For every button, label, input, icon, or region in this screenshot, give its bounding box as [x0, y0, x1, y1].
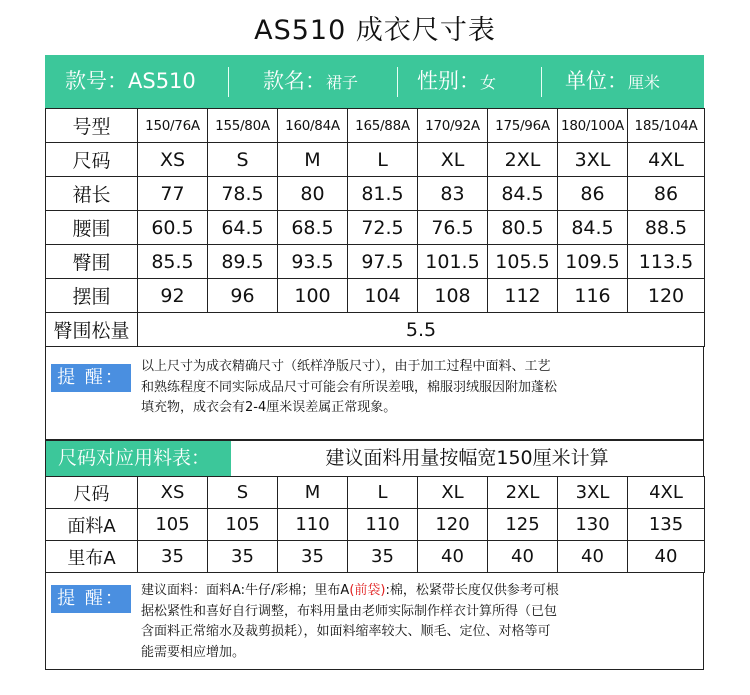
table-cell: 93.5: [278, 245, 348, 279]
page-title: AS510 成衣尺寸表: [254, 15, 496, 46]
table-cell: 3XL: [558, 477, 628, 509]
table-cell: 150/76A: [138, 109, 208, 143]
row-label: 号型: [46, 109, 138, 143]
table-cell: 76.5: [418, 211, 488, 245]
style-name-value: 裙子: [326, 73, 359, 92]
table-cell: 86: [558, 177, 628, 211]
text-segment: 建议面料：面料A:牛仔/彩棉；里布A: [141, 583, 350, 598]
row-label: 尺码: [46, 477, 138, 509]
table-cell: 112: [488, 279, 558, 313]
row-label: 裙长: [46, 177, 138, 211]
table-cell: 2XL: [488, 143, 558, 177]
fabric-reminder-line: [141, 581, 559, 602]
unit-value: 厘米: [628, 73, 661, 92]
table-cell: 40: [628, 541, 705, 573]
table-cell: XL: [418, 143, 488, 177]
table-cell: 175/96A: [488, 109, 558, 143]
fabric-reminder-text: [141, 581, 559, 663]
table-cell: 120: [628, 279, 705, 313]
fabric-section-header: [45, 440, 704, 476]
reminder-badge: 提 醒：: [51, 364, 131, 392]
table-row: [46, 143, 705, 177]
table-cell: 155/80A: [208, 109, 278, 143]
table-cell: 40: [558, 541, 628, 573]
table-cell: 84.5: [488, 177, 558, 211]
unit: [565, 55, 660, 108]
table-cell: 110: [348, 509, 418, 541]
table-cell: M: [278, 143, 348, 177]
row-label: 面料A: [46, 509, 138, 541]
table-cell: 100: [278, 279, 348, 313]
table-row: [46, 211, 705, 245]
table-cell: S: [208, 143, 278, 177]
table-row: [46, 245, 705, 279]
table-cell: 180/100A: [558, 109, 628, 143]
table-cell: 81.5: [348, 177, 418, 211]
ease-label: 臀围松量: [46, 313, 138, 347]
table-cell: 4XL: [628, 143, 705, 177]
fabric-reminder-line: 据松紧性和喜好自行调整，布料用量由老师实际制作样衣计算所得（已包: [141, 603, 558, 619]
row-label: 尺码: [46, 143, 138, 177]
table-row: [46, 509, 705, 541]
fabric-reminder-line: 能需要相应增加。: [141, 644, 246, 660]
table-cell: 2XL: [488, 477, 558, 509]
table-cell: 165/88A: [348, 109, 418, 143]
reminder-line: 和熟练程度不同实际成品尺寸可能会有所误差哦，棉服羽绒服因附加蓬松: [141, 379, 558, 395]
fabric-reminder-box: [45, 572, 704, 670]
table-cell: 68.5: [278, 211, 348, 245]
fabric-table: [45, 476, 705, 573]
fabric-reminder-line: 含面料正常缩水及裁剪损耗），如面料缩率较大、顺毛、定位、对格等可: [141, 624, 551, 639]
table-cell: L: [348, 143, 418, 177]
table-cell: 77: [138, 177, 208, 211]
table-cell: 83: [418, 177, 488, 211]
table-cell: 80: [278, 177, 348, 211]
table-cell: 110: [278, 509, 348, 541]
table-cell: S: [208, 477, 278, 509]
table-row: [46, 541, 705, 573]
table-cell: 80.5: [488, 211, 558, 245]
table-cell: 60.5: [138, 211, 208, 245]
row-label: 里布A: [46, 541, 138, 573]
table-cell: 86: [628, 177, 705, 211]
reminder-line: 填充物，成衣会有2-4厘米误差属正常现象。: [141, 400, 397, 415]
reminder-line: 以上尺寸为成衣精确尺寸（纸样净版尺寸），由于加工过程中面料、工艺: [141, 359, 551, 374]
table-row: [46, 279, 705, 313]
table-cell: 116: [558, 279, 628, 313]
table-cell: M: [278, 477, 348, 509]
table-cell: L: [348, 477, 418, 509]
table-cell: 185/104A: [628, 109, 705, 143]
table-cell: 40: [488, 541, 558, 573]
table-row: [46, 477, 705, 509]
table-cell: 170/92A: [418, 109, 488, 143]
ease-value: 5.5: [138, 313, 705, 347]
ease-row: [46, 313, 705, 347]
header-bar: [45, 55, 704, 108]
table-cell: 160/84A: [278, 109, 348, 143]
table-cell: 72.5: [348, 211, 418, 245]
table-cell: 120: [418, 509, 488, 541]
table-cell: 78.5: [208, 177, 278, 211]
table-cell: 4XL: [628, 477, 705, 509]
table-cell: 109.5: [558, 245, 628, 279]
table-cell: 105: [138, 509, 208, 541]
reminder-box: [45, 346, 704, 440]
reminder-text: [141, 357, 557, 419]
header-divider: [228, 67, 229, 97]
front-pocket-highlight: (前袋): [349, 583, 386, 598]
unit-label: 单位：: [565, 69, 628, 93]
table-cell: XL: [418, 477, 488, 509]
table-cell: 135: [628, 509, 705, 541]
table-cell: 64.5: [208, 211, 278, 245]
table-cell: 108: [418, 279, 488, 313]
table-cell: 125: [488, 509, 558, 541]
table-cell: 35: [348, 541, 418, 573]
text-segment: :棉，松紧带长度仅供参考可根: [385, 583, 559, 598]
table-cell: XS: [138, 143, 208, 177]
fabric-reminder-badge: 提 醒：: [51, 585, 131, 613]
table-cell: 105.5: [488, 245, 558, 279]
table-cell: 104: [348, 279, 418, 313]
row-label: 臀围: [46, 245, 138, 279]
table-cell: 84.5: [558, 211, 628, 245]
row-label: 摆围: [46, 279, 138, 313]
table-cell: XS: [138, 477, 208, 509]
style-name: [263, 55, 358, 108]
gender-label: 性别：: [417, 69, 480, 93]
table-cell: 101.5: [418, 245, 488, 279]
gender-value: 女: [480, 73, 497, 92]
size-table: [45, 108, 705, 347]
fabric-section-tag: 尺码对应用料表：: [46, 441, 231, 476]
gender: [417, 55, 496, 108]
table-cell: 35: [138, 541, 208, 573]
table-cell: 35: [208, 541, 278, 573]
table-cell: 88.5: [628, 211, 705, 245]
table-cell: 85.5: [138, 245, 208, 279]
table-row: [46, 109, 705, 143]
style-number: 款号：AS510: [65, 69, 196, 93]
table-cell: 35: [278, 541, 348, 573]
table-cell: 40: [418, 541, 488, 573]
table-cell: 113.5: [628, 245, 705, 279]
table-cell: 3XL: [558, 143, 628, 177]
header-divider: [397, 67, 398, 97]
row-label: 腰围: [46, 211, 138, 245]
table-row: [46, 177, 705, 211]
style-name-label: 款名：: [263, 69, 326, 93]
table-cell: 92: [138, 279, 208, 313]
fabric-section-desc: 建议面料用量按幅宽150厘米计算: [325, 447, 609, 469]
table-cell: 130: [558, 509, 628, 541]
header-divider: [541, 67, 542, 97]
table-cell: 97.5: [348, 245, 418, 279]
table-cell: 89.5: [208, 245, 278, 279]
table-cell: 105: [208, 509, 278, 541]
table-cell: 96: [208, 279, 278, 313]
